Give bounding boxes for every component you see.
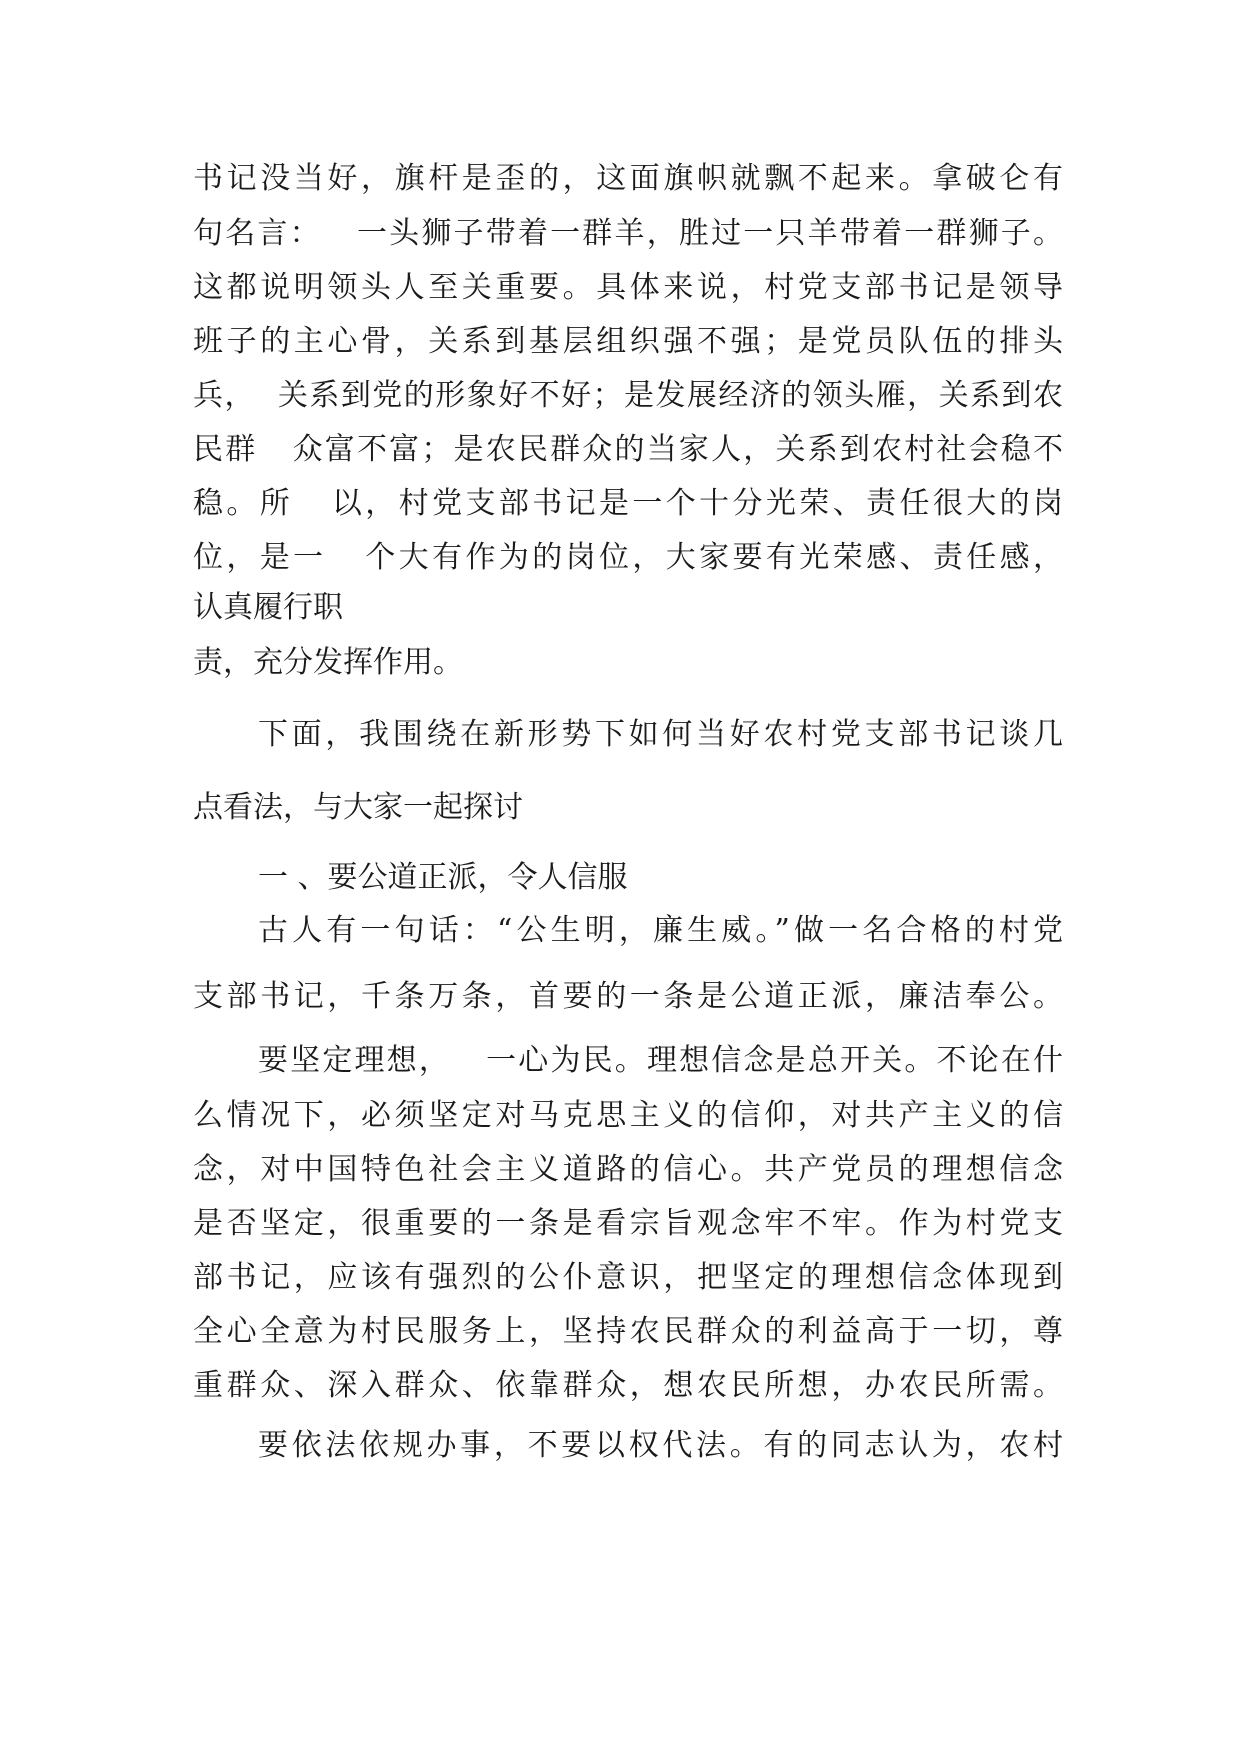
text-line: 重群众、深入群众、依靠群众，想农民所想，办农民所需。 — [193, 1368, 1063, 1403]
paragraph-start-line: 要依法依规办事，不要以权代法。有的同志认为，农村 — [258, 1428, 1063, 1463]
paragraph-start-line: 要坚定理想， 一心为民。理想信念是总开关。不论在什 — [258, 1043, 1063, 1078]
text-line: 部书记，应该有强烈的公仆意识，把坚定的理想信念体现到 — [193, 1260, 1063, 1295]
text-line: 责，充分发挥作用。 — [193, 645, 463, 680]
text-line: 书记没当好，旗杆是歪的，这面旗帜就飘不起来。拿破仑有 — [193, 161, 1063, 196]
text-line: 全心全意为村民服务上，坚持农民群众的利益高于一切，尊 — [193, 1314, 1063, 1349]
text-line: 这都说明领头人至关重要。具体来说，村党支部书记是领导 — [193, 270, 1063, 305]
text-line: 句名言： 一头狮子带着一群羊，胜过一只羊带着一群狮子。 — [193, 216, 1063, 251]
text-line: 支部书记，千条万条，首要的一条是公道正派，廉洁奉公。 — [193, 979, 1063, 1014]
text-line: 位，是一 个大有作为的岗位，大家要有光荣感、责任感， — [193, 540, 1063, 575]
paragraph-start-line: 下面，我围绕在新形势下如何当好农村党支部书记谈几 — [258, 717, 1063, 752]
text-line: 念，对中国特色社会主义道路的信心。共产党员的理想信念 — [193, 1152, 1063, 1187]
section-heading: 一 、要公道正派，令人信服 — [258, 860, 628, 895]
text-line: 是否坚定，很重要的一条是看宗旨观念牢不牢。作为村党支 — [193, 1206, 1063, 1241]
paragraph-start-line: 古人有一句话：“公生明，廉生威。”做一名合格的村党 — [258, 913, 1063, 948]
text-line: 认真履行职 — [193, 590, 343, 625]
text-line: 班子的主心骨，关系到基层组织强不强；是党员队伍的排头 — [193, 324, 1063, 359]
text-line: 民群 众富不富；是农民群众的当家人，关系到农村社会稳不 — [193, 432, 1063, 467]
text-line: 稳。所 以，村党支部书记是一个十分光荣、责任很大的岗 — [193, 486, 1063, 521]
text-line: 么情况下，必须坚定对马克思主义的信仰，对共产主义的信 — [193, 1098, 1063, 1133]
text-line: 点看法，与大家一起探讨 — [193, 790, 523, 825]
text-line: 兵， 关系到党的形象好不好；是发展经济的领头雁，关系到农 — [193, 378, 1063, 413]
